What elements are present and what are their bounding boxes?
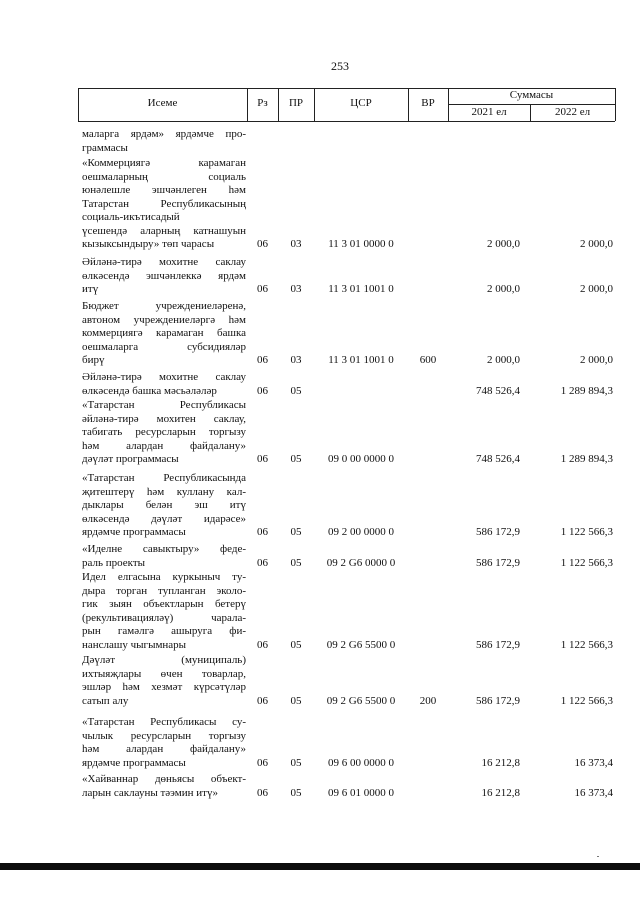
row-name xyxy=(82,773,246,800)
row-rz: 06 xyxy=(257,526,268,538)
row-name-line: җитештерү һәм куллану кал- xyxy=(82,485,246,498)
row-name-line: Татарстан Республикасының xyxy=(82,197,246,210)
row-name xyxy=(82,256,246,297)
row-amount-2021: 748 526,4 xyxy=(476,384,520,397)
row-name-line: һәм алардан файдалану» xyxy=(82,743,246,755)
header-name: Исеме xyxy=(147,97,178,109)
row-amount-2021: 16 212,8 xyxy=(481,786,520,799)
row-name-line: раль проекты xyxy=(82,556,146,569)
header-csr: ЦСР xyxy=(350,97,372,109)
row-rz: 06 xyxy=(257,638,268,651)
row-amount-2021: 16 212,8 xyxy=(481,756,520,769)
row-amount-2021: 2 000,0 xyxy=(487,354,520,366)
row-amount-2022: 2 000,0 xyxy=(580,354,613,366)
row-pr: 05 xyxy=(290,638,302,651)
row-pr: 05 xyxy=(290,786,302,799)
row-name-line: «Иделне савыктыру» феде- xyxy=(82,543,246,555)
row-name xyxy=(82,654,246,708)
row-rz: 06 xyxy=(257,238,268,250)
row-pr: 05 xyxy=(290,453,302,465)
row-csr: 09 2 G6 5500 0 xyxy=(326,694,396,707)
row-pr: 05 xyxy=(290,526,302,538)
row-name-line: гик зыян объектларын бетерү xyxy=(82,598,246,610)
row-pr: 05 xyxy=(290,756,302,769)
row-amount-2022: 1 289 894,3 xyxy=(560,453,613,465)
row-rz: 06 xyxy=(257,556,268,569)
row-amount-2022: 1 289 894,3 xyxy=(560,384,613,397)
row-pr: 05 xyxy=(290,694,302,707)
header-col-divider xyxy=(615,88,616,121)
row-amount-2021: 2 000,0 xyxy=(487,238,520,250)
row-name-line: ярдәмче программасы xyxy=(82,526,186,538)
scan-bottom-edge xyxy=(0,863,640,870)
row-vr: 200 xyxy=(419,694,437,707)
row-name-line: «Татарстан Республикасы xyxy=(82,399,246,411)
row-name xyxy=(82,371,246,398)
row-name xyxy=(82,300,246,368)
row-csr: 11 3 01 0000 0 xyxy=(328,238,394,250)
header-vr: ВР xyxy=(421,97,435,109)
row-name-line: нанслашу чыгымнары xyxy=(82,638,187,651)
row-rz: 06 xyxy=(257,786,268,799)
row-name-line: социаль-икътисадый xyxy=(82,211,180,223)
row-csr: 09 6 01 0000 0 xyxy=(328,786,394,799)
row-name-line: әйләнә-тирә мохитен саклау, xyxy=(82,412,246,425)
header-rz: Рз xyxy=(257,97,268,109)
row-name-line: үсешендә аларның катнашуын xyxy=(82,224,246,237)
row-amount-2021: 586 172,9 xyxy=(476,638,520,651)
header-pr: ПР xyxy=(288,97,304,109)
row-name-line: эшләр һәм хезмәт күрсәтүләр xyxy=(82,681,246,693)
row-vr: 600 xyxy=(419,354,437,366)
row-name xyxy=(82,543,246,570)
header-sums: Суммасы xyxy=(509,89,554,101)
row-name-line: «Хайваннар дөньясы объект- xyxy=(82,773,246,785)
row-csr: 09 2 00 0000 0 xyxy=(328,526,394,538)
row-name-line: ихтыяҗлары өчен товарлар, xyxy=(82,667,246,680)
row-name-line: өлкәсендә эшчәнлеккә ярдәм xyxy=(82,269,246,282)
row-pr: 03 xyxy=(290,238,302,250)
row-name xyxy=(82,399,246,467)
row-csr: 09 2 G6 0000 0 xyxy=(326,556,396,569)
row-name xyxy=(82,571,246,652)
row-name-line: бирү xyxy=(82,354,105,366)
row-name xyxy=(82,716,246,770)
row-name-line: «Татарстан Республикасында xyxy=(82,472,246,484)
row-name-line: (рекультивацияләү) чарала- xyxy=(82,611,246,624)
row-name-line: табигать ресурсларын торгызу xyxy=(82,426,246,438)
row-rz: 06 xyxy=(257,384,268,397)
row-pr: 05 xyxy=(290,384,302,397)
header-year-2021: 2021 ел xyxy=(471,106,507,118)
row-csr: 09 2 G6 5500 0 xyxy=(326,638,396,651)
page-number: 253 xyxy=(331,59,349,73)
row-amount-2022: 1 122 566,3 xyxy=(560,556,613,569)
row-name-line: чылык ресурсларын торгызу xyxy=(82,729,246,742)
row-rz: 06 xyxy=(257,694,268,707)
row-name-line: өлкәсендә башка мәсьәләләр xyxy=(82,384,217,397)
row-amount-2022: 1 122 566,3 xyxy=(560,638,613,651)
row-csr: 11 3 01 1001 0 xyxy=(328,354,394,366)
row-name-line: Дәүләт (муниципаль) xyxy=(82,654,246,666)
row-name-line: итү xyxy=(82,283,99,295)
row-name-line: кызыксындыру» төп чарасы xyxy=(82,238,215,250)
scan-speck xyxy=(597,856,599,857)
row-name-line: коммерциягә карамаган башка xyxy=(82,327,246,339)
row-rz: 06 xyxy=(257,756,268,769)
row-amount-2021: 586 172,9 xyxy=(476,694,520,707)
row-name-line: оешмаларның социаль xyxy=(82,170,246,183)
row-name-line: дыра торган тупланган эколо- xyxy=(82,584,246,597)
header-bottom-border xyxy=(78,121,615,122)
row-name-line: һәм алардан файдалану» xyxy=(82,439,246,452)
row-name-line: Әйләнә-тирә мохитне саклау xyxy=(82,371,246,383)
row-name-line: ярдәмче программасы xyxy=(82,756,186,769)
row-amount-2021: 586 172,9 xyxy=(476,556,520,569)
row-name-line: «Коммерциягә карамаган xyxy=(82,157,246,169)
row-rz: 06 xyxy=(257,283,268,295)
row-csr: 09 6 00 0000 0 xyxy=(328,756,394,769)
row-name xyxy=(82,128,246,155)
row-name-line: дәүләт программасы xyxy=(82,453,179,465)
row-amount-2022: 1 122 566,3 xyxy=(560,694,613,707)
row-pr: 03 xyxy=(290,283,302,295)
row-name-line: рын гамәлгә ашыруга фи- xyxy=(82,625,246,637)
row-name-line: маларга ярдәм» ярдәмче про- xyxy=(82,128,246,140)
row-name-line: Әйләнә-тирә мохитне саклау xyxy=(82,256,246,268)
row-amount-2021: 586 172,9 xyxy=(476,526,520,538)
row-name-line: юнәлешле эшчәнлеген һәм xyxy=(82,184,246,196)
row-name-line: сатып алу xyxy=(82,694,129,707)
row-name-line: дыклары белән эш итү xyxy=(82,499,246,511)
row-amount-2022: 16 373,4 xyxy=(574,756,613,769)
row-name-line: Бюджет учреждениеләренә, xyxy=(82,300,246,312)
row-name xyxy=(82,472,246,540)
row-name-line: өлкәсендә дәүләт идарәсе» xyxy=(82,512,246,525)
row-name-line: Идел елгасына куркыныч ту- xyxy=(82,571,246,583)
row-name-line: граммасы xyxy=(82,141,128,154)
row-amount-2022: 1 122 566,3 xyxy=(560,526,613,538)
row-rz: 06 xyxy=(257,453,268,465)
row-name-line: автоном учреждениеләргә һәм xyxy=(82,313,246,326)
row-rz: 06 xyxy=(257,354,268,366)
row-name-line: ларын саклауны тәэмин итү» xyxy=(82,786,218,799)
header-year-2022: 2022 ел xyxy=(554,106,591,118)
row-amount-2022: 2 000,0 xyxy=(580,238,613,250)
row-csr: 09 0 00 0000 0 xyxy=(328,453,394,465)
row-csr: 11 3 01 1001 0 xyxy=(328,283,394,295)
row-amount-2021: 2 000,0 xyxy=(487,283,520,295)
row-name-line: оешмаларга субсидияләр xyxy=(82,340,246,353)
row-pr: 03 xyxy=(290,354,302,366)
row-pr: 05 xyxy=(290,556,302,569)
row-name-line: «Татарстан Республикасы су- xyxy=(82,716,246,728)
row-amount-2021: 748 526,4 xyxy=(476,453,520,465)
header-mid-border xyxy=(448,104,615,105)
row-name xyxy=(82,157,246,252)
row-amount-2022: 16 373,4 xyxy=(574,786,613,799)
row-amount-2022: 2 000,0 xyxy=(580,283,613,295)
